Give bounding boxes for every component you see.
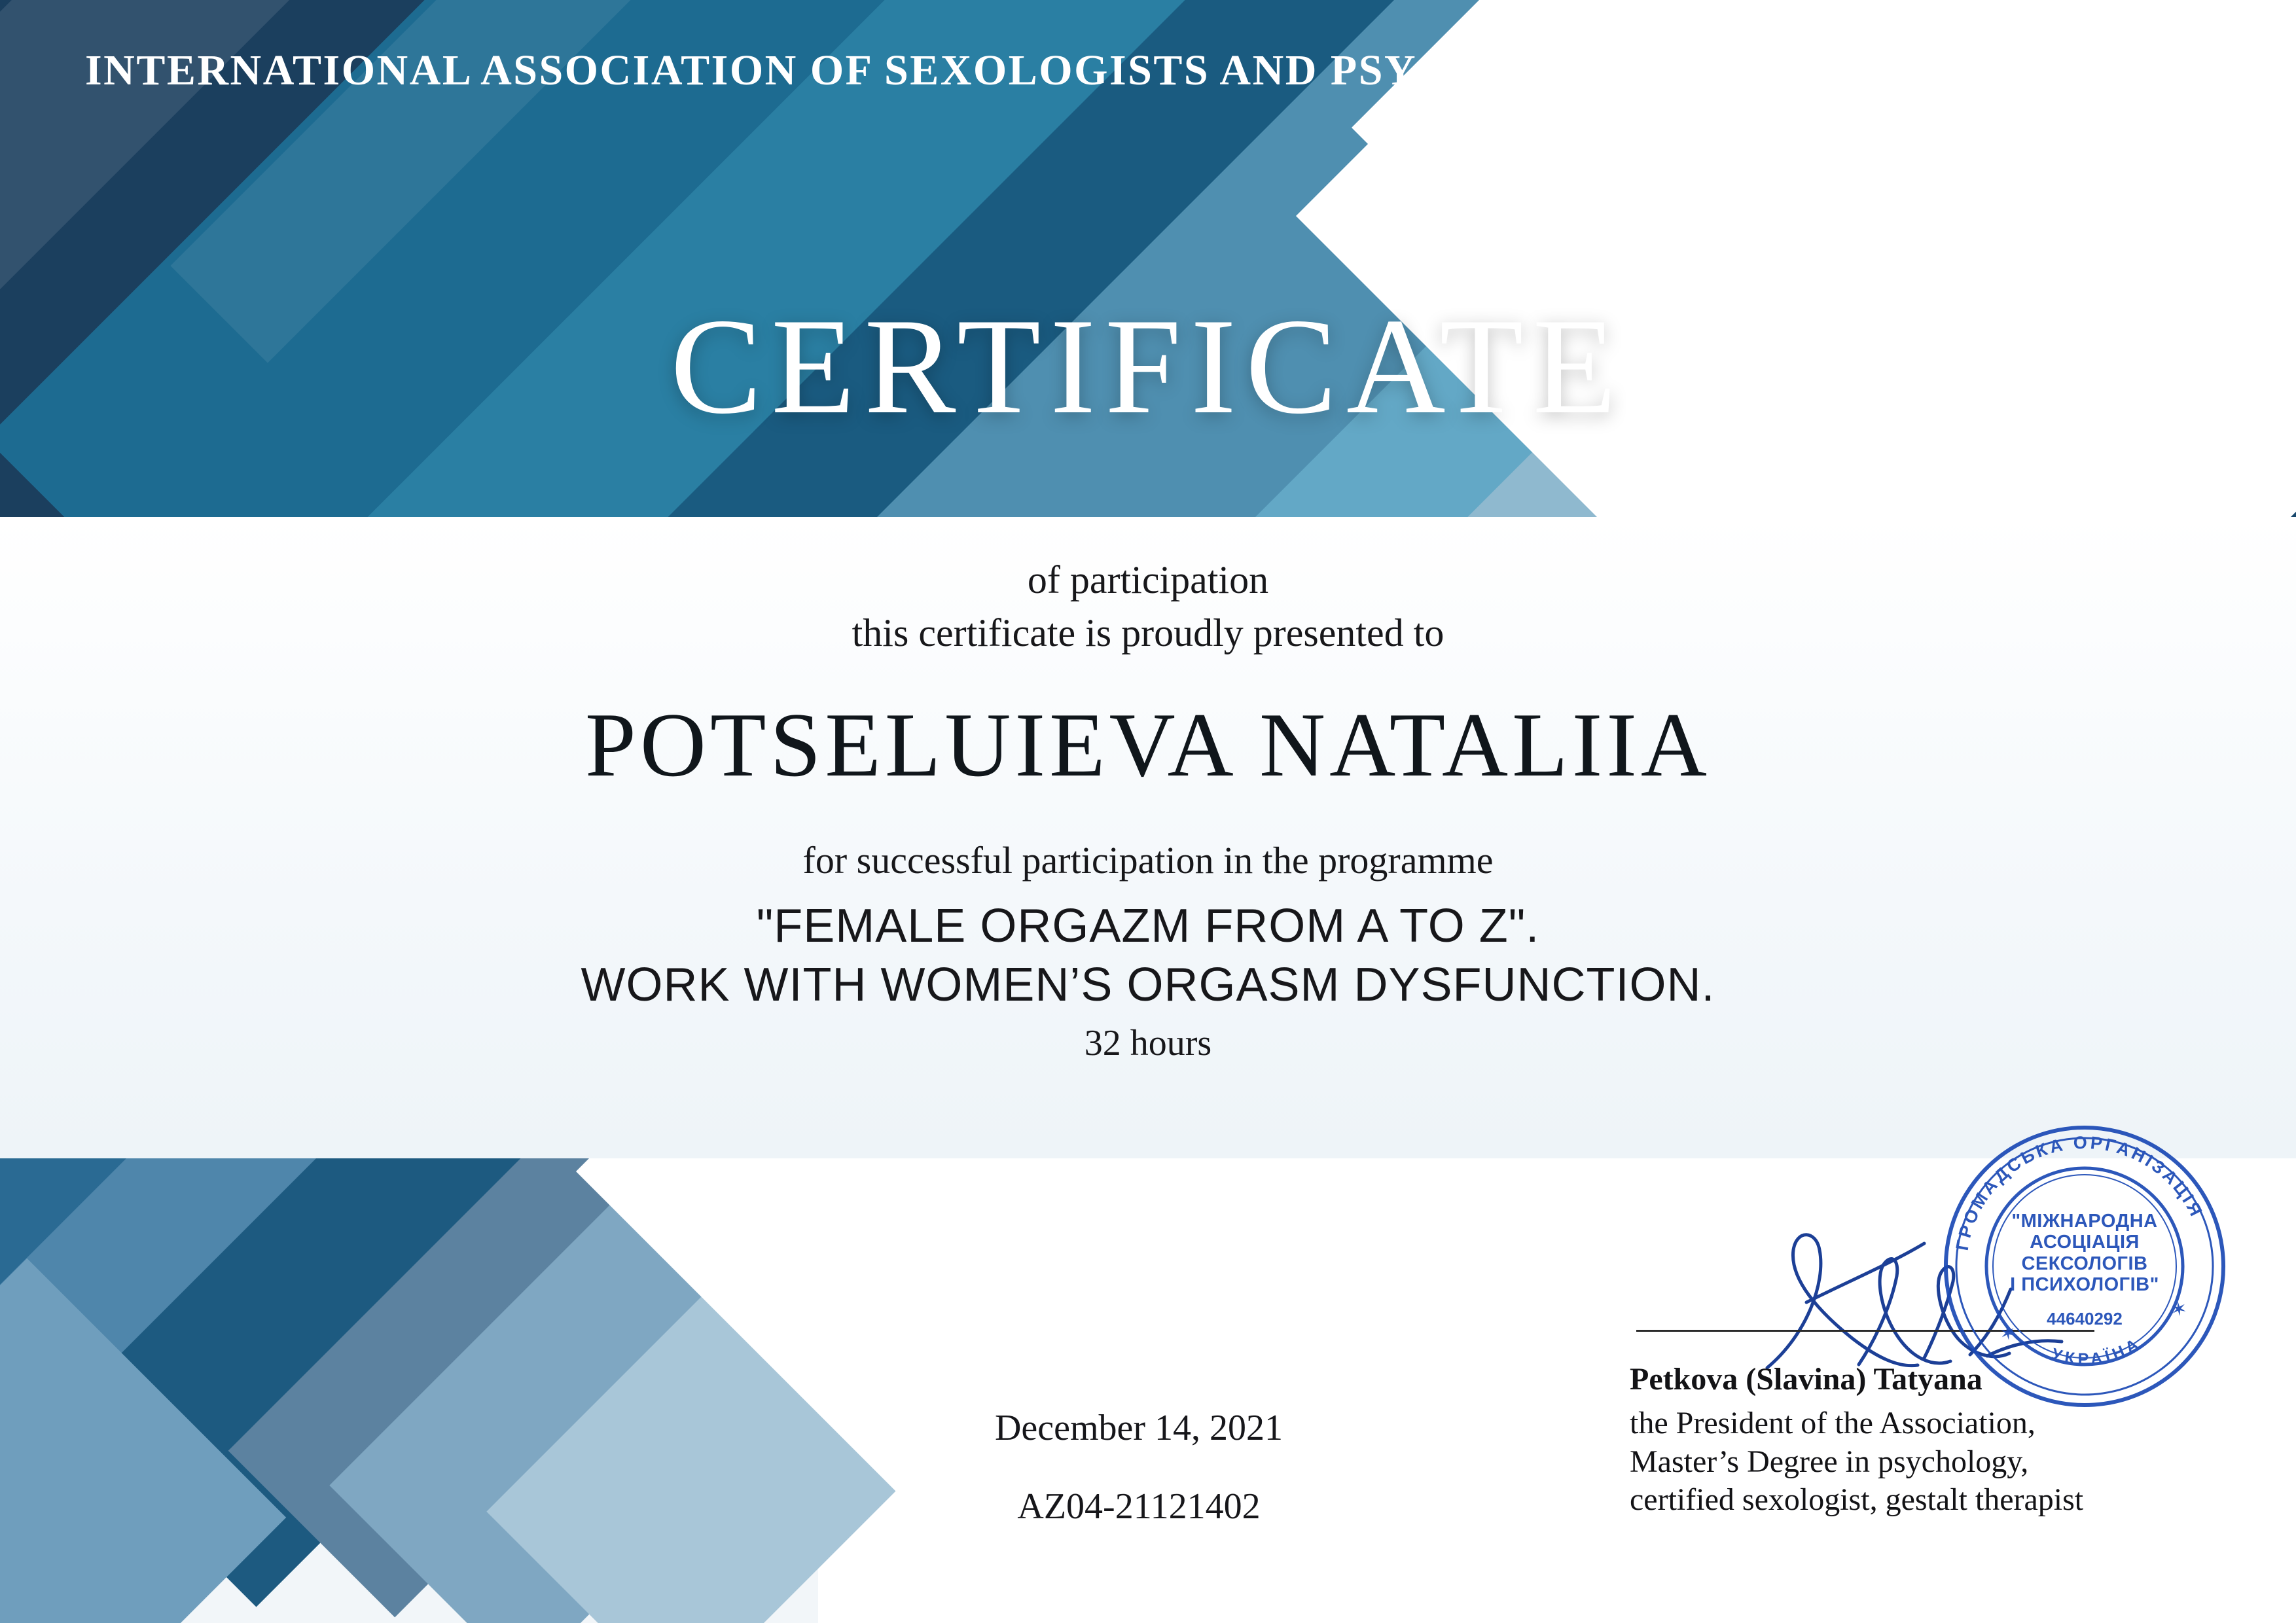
stamp-line-3: СЕКСОЛОГІВ (2021, 1253, 2148, 1274)
signer-name: Petkova (Slavina) Tatyana (1630, 1362, 1982, 1397)
programme-title-line-2: WORK WITH WOMEN’S ORGASM DYSFUNCTION. (581, 959, 1715, 1011)
certificate-body (0, 517, 2296, 1158)
signer-role-line-1: the President of the Association, (1630, 1406, 2036, 1440)
issue-details (870, 1407, 1407, 1527)
svg-text:✶: ✶ (2169, 1297, 2189, 1322)
signer-role-line-2: Master’s Degree in psychology, (1630, 1444, 2029, 1479)
signer-role (1630, 1404, 2153, 1520)
stamp-center-text (1970, 1211, 2199, 1296)
official-stamp (1931, 1113, 2238, 1420)
association-title: INTERNATIONAL ASSOCIATION OF SEXOLOGISTS AND PSYCHOLOGISTS (85, 46, 1722, 94)
stamp-inner-text (1931, 1113, 2238, 1420)
stamp-line-4: І ПСИХОЛОГІВ" (2010, 1274, 2159, 1296)
certificate-serial: AZ04-21121402 (1017, 1486, 1261, 1527)
issue-date: December 14, 2021 (994, 1408, 1283, 1448)
svg-text:✶: ✶ (1998, 1321, 2018, 1346)
programme-title-line-1: "FEMALE ORGAZM FROM A TO Z". (756, 900, 1540, 952)
programme-hours: 32 hours (1084, 1023, 1212, 1063)
stamp-line-1: "МІЖНАРОДНА (2011, 1211, 2158, 1232)
top-banner-decoration (0, 0, 2296, 517)
programme-intro-line: for successful participation in the programme (802, 839, 1494, 882)
recipient-name: POTSELUIEVA NATALIIA (584, 694, 1712, 796)
svg-text:ГРОМАДСЬКА ОРГАНІЗАЦІЯ: ГРОМАДСЬКА ОРГАНІЗАЦІЯ (1952, 1132, 2208, 1253)
signer-role-line-3: certified sexologist, gestalt therapist (1630, 1482, 2084, 1518)
svg-text:УКРАЇНА: УКРАЇНА (2049, 1333, 2145, 1369)
participation-line: of participation (1027, 558, 1269, 601)
stamp-registry-number: 44640292 (2047, 1309, 2123, 1329)
page-title: CERTIFICATE (670, 291, 1626, 442)
stamp-line-2: АСОЦІАЦІЯ (2030, 1232, 2140, 1253)
presented-line: this certificate is proudly presented to (852, 611, 1444, 654)
